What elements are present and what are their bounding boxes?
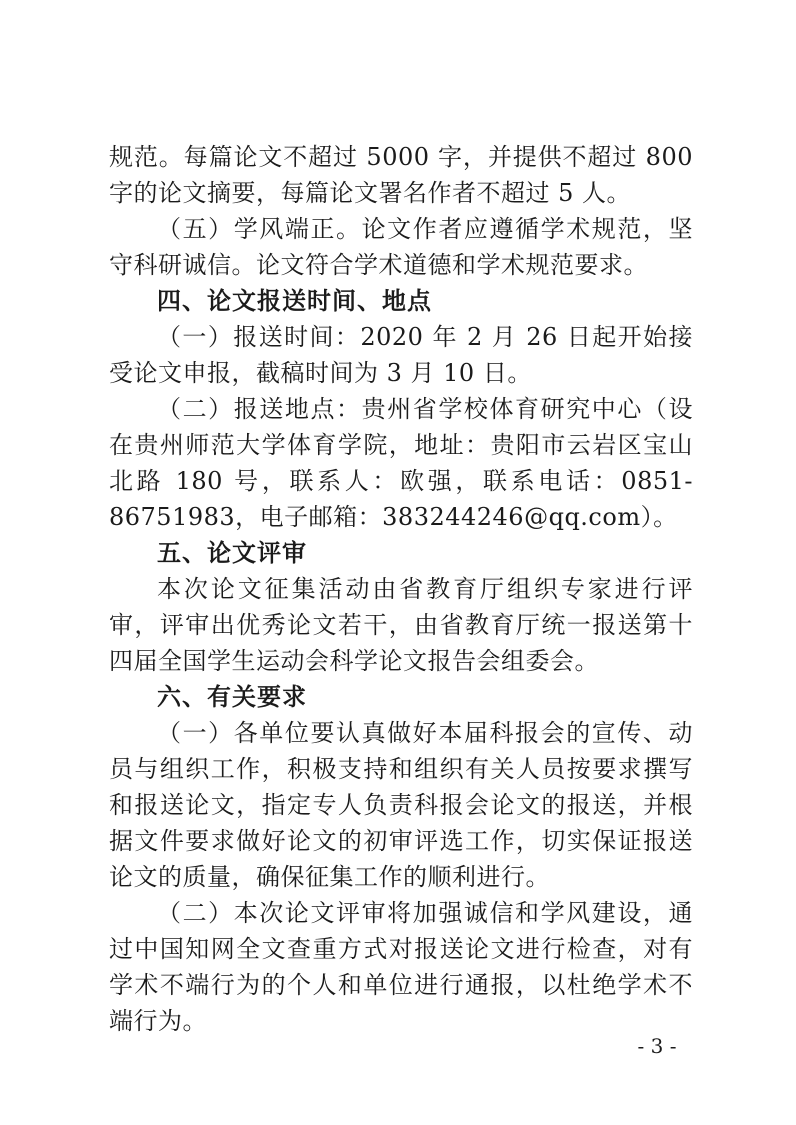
paragraph-review: 本次论文征集活动由省教育厅组织专家进行评审，评审出优秀论文若干，由省教育厅统一报送第十四届全国学生运动会科学论文报告会组委会。 [109, 575, 693, 675]
paragraph-submission-time: （一）报送时间：2020 年 2 月 26 日起开始接受论文申报，截稿时间为 3 月 10 日。 [109, 323, 693, 387]
section-heading-6: 六、有关要求 [157, 683, 307, 711]
page-number: - 3 - [637, 1034, 677, 1058]
paragraph-requirement-2: （二）本次论文评审将加强诚信和学风建设，通过中国知网全文查重方式对报送论文进行检查，对有学术不端行为的个人和单位进行通报，以杜绝学术不端行为。 [109, 899, 693, 1035]
paragraph-continuation: 规范。每篇论文不超过 5000 字，并提供不超过 800 字的论文摘要，每篇论文署名作者不超过 5 人。 [109, 143, 693, 207]
paragraph-requirement-1: （一）各单位要认真做好本届科报会的宣传、动员与组织工作，积极支持和组织有关人员按要求撰写和报送论文，指定专人负责科报会论文的报送，并根据文件要求做好论文的初审评选工作，切实保证报送论文的质量，确保征集工作的顺利进行。 [109, 719, 693, 891]
section-heading-4: 四、论文报送时间、地点 [157, 287, 432, 315]
paragraph-submission-location: （二）报送地点：贵州省学校体育研究中心（设在贵州师范大学体育学院，地址：贵阳市云岩区宝山北路 180 号，联系人：欧强，联系电话：0851-86751983，电子邮箱：383244246@qq.com）。 [109, 395, 693, 531]
section-heading-5: 五、论文评审 [157, 539, 307, 567]
document-body [109, 139, 693, 1039]
paragraph-item-5: （五）学风端正。论文作者应遵循学术规范，坚守科研诚信。论文符合学术道德和学术规范要求。 [109, 215, 693, 279]
